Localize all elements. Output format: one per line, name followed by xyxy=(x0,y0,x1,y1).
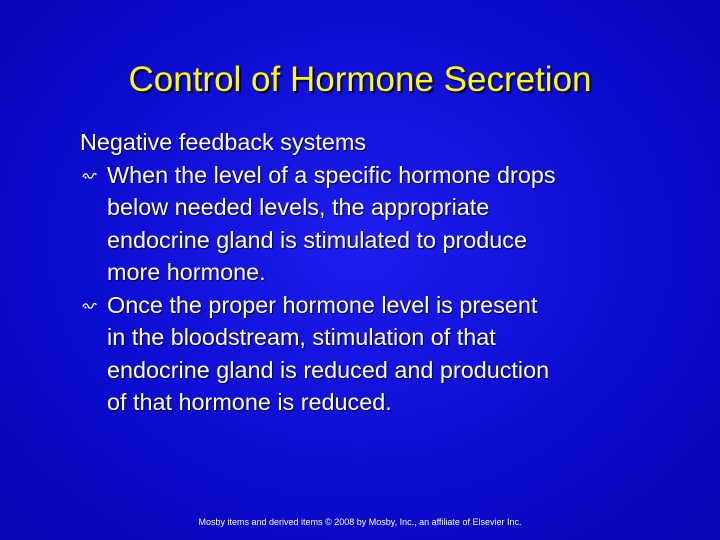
bullet-line: endocrine gland is stimulated to produce xyxy=(107,226,527,253)
bullet-line: When the level of a specific hormone drops xyxy=(107,161,556,188)
bullet-line: Once the proper hormone level is present xyxy=(107,291,538,318)
swirl-bullet-icon xyxy=(82,302,97,310)
slide-body xyxy=(80,126,670,419)
swirl-bullet-icon xyxy=(82,172,97,180)
body-heading: Negative feedback systems xyxy=(80,129,367,155)
bullet-line: of that hormone is reduced. xyxy=(107,389,392,415)
bullet-line: more hormone. xyxy=(107,259,266,285)
bullet-line: below needed levels, the appropriate xyxy=(107,194,490,220)
bullet-item xyxy=(80,289,670,419)
bullet-line: endocrine gland is reduced and production xyxy=(107,356,550,383)
slide-title: Control of Hormone Secretion xyxy=(128,60,592,99)
bullet-item xyxy=(80,159,670,289)
copyright-footer: Mosby items and derived items © 2008 by Mosby, Inc., an affiliate of Elsevier Inc. xyxy=(198,517,522,527)
bullet-line: in the bloodstream, stimulation of that xyxy=(107,324,496,350)
